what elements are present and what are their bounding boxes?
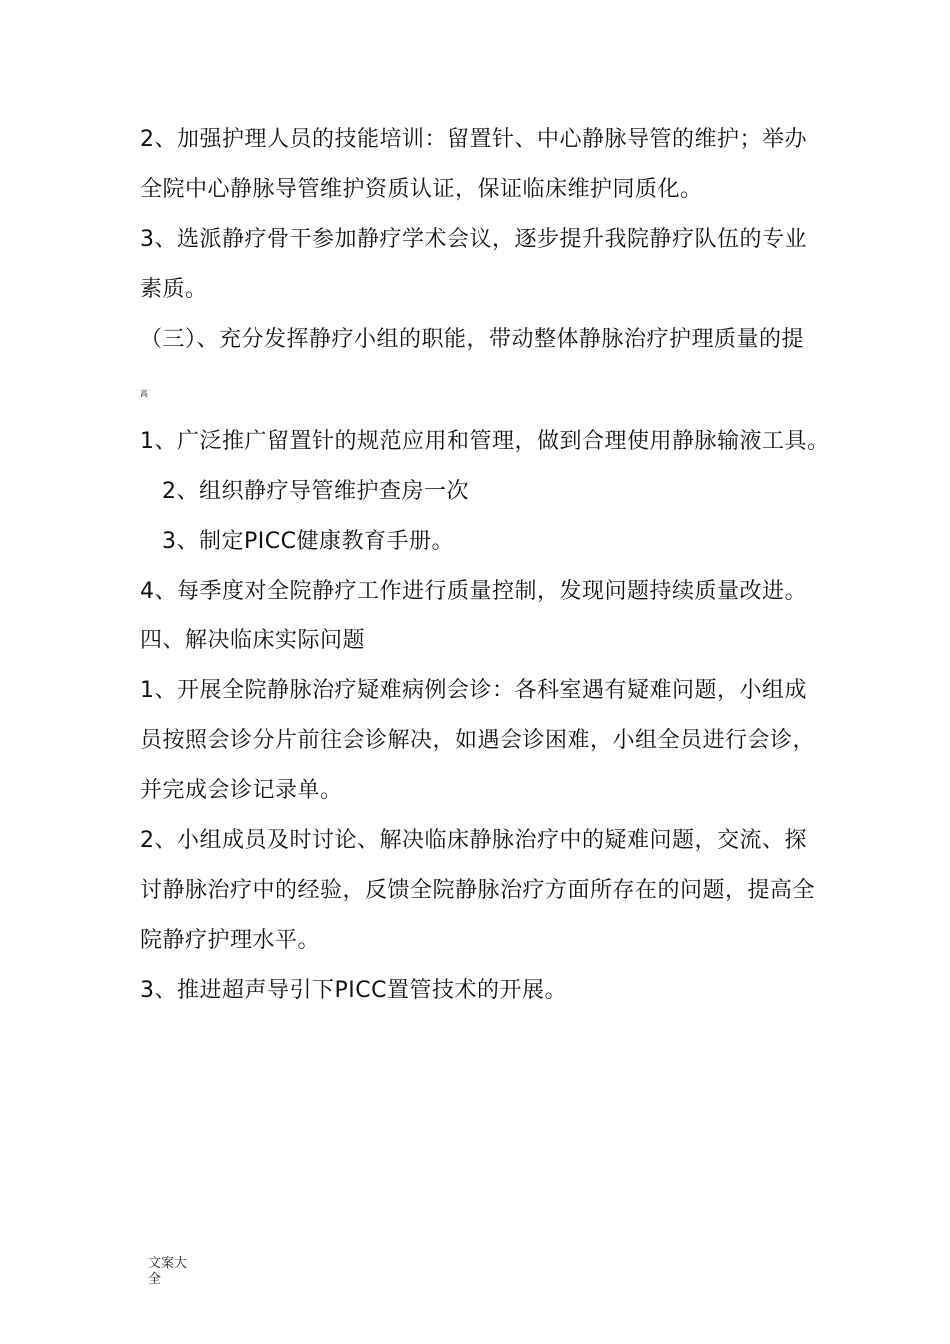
- paragraph-line: 1、开展全院静脉治疗疑难病例会诊：各科室遇有疑难问题，小组成: [140, 678, 807, 703]
- paragraph-line: 员按照会诊分片前往会诊解决，如遇会诊困难，小组全员进行会诊，: [140, 728, 816, 753]
- paragraph-line: 2、加强护理人员的技能培训：留置针、中心静脉导管的维护；举办: [140, 127, 807, 152]
- paragraph-line: 讨静脉治疗中的经验，反馈全院静脉治疗方面所存在的问题，提高全: [140, 878, 816, 903]
- section-heading-line: （三）、充分发挥静疗小组的职能，带动整体静脉治疗护理质量的提: [140, 327, 805, 352]
- paragraph-line: 全院中心静脉导管维护资质认证，保证临床维护同质化。: [140, 177, 703, 202]
- paragraph-line: 并完成会诊记录单。: [140, 778, 343, 803]
- paragraph-line: 3、制定PICC健康教育手册。: [162, 529, 454, 554]
- paragraph-line: 2、组织静疗导管维护查房一次: [162, 479, 469, 504]
- page-footer: 文案大全: [148, 1256, 188, 1287]
- paragraph-line: 院静疗护理水平。: [140, 928, 321, 953]
- section-heading-line: 四、解决临床实际问题: [140, 628, 366, 653]
- paragraph-line: 4、每季度对全院静疗工作进行质量控制，发现问题持续质量改进。: [140, 579, 807, 604]
- paragraph-line: 3、推进超声导引下PICC置管技术的开展。: [140, 978, 567, 1003]
- paragraph-line: 2、小组成员及时讨论、解决临床静脉治疗中的疑难问题，交流、探: [140, 828, 807, 853]
- paragraph-line-fragment: 高: [140, 389, 148, 398]
- paragraph-line: 素质。: [140, 277, 208, 302]
- paragraph-line: 1、广泛推广留置针的规范应用和管理，做到合理使用静脉输液工具。: [140, 429, 830, 454]
- paragraph-line: 3、选派静疗骨干参加静疗学术会议，逐步提升我院静疗队伍的专业: [140, 227, 807, 252]
